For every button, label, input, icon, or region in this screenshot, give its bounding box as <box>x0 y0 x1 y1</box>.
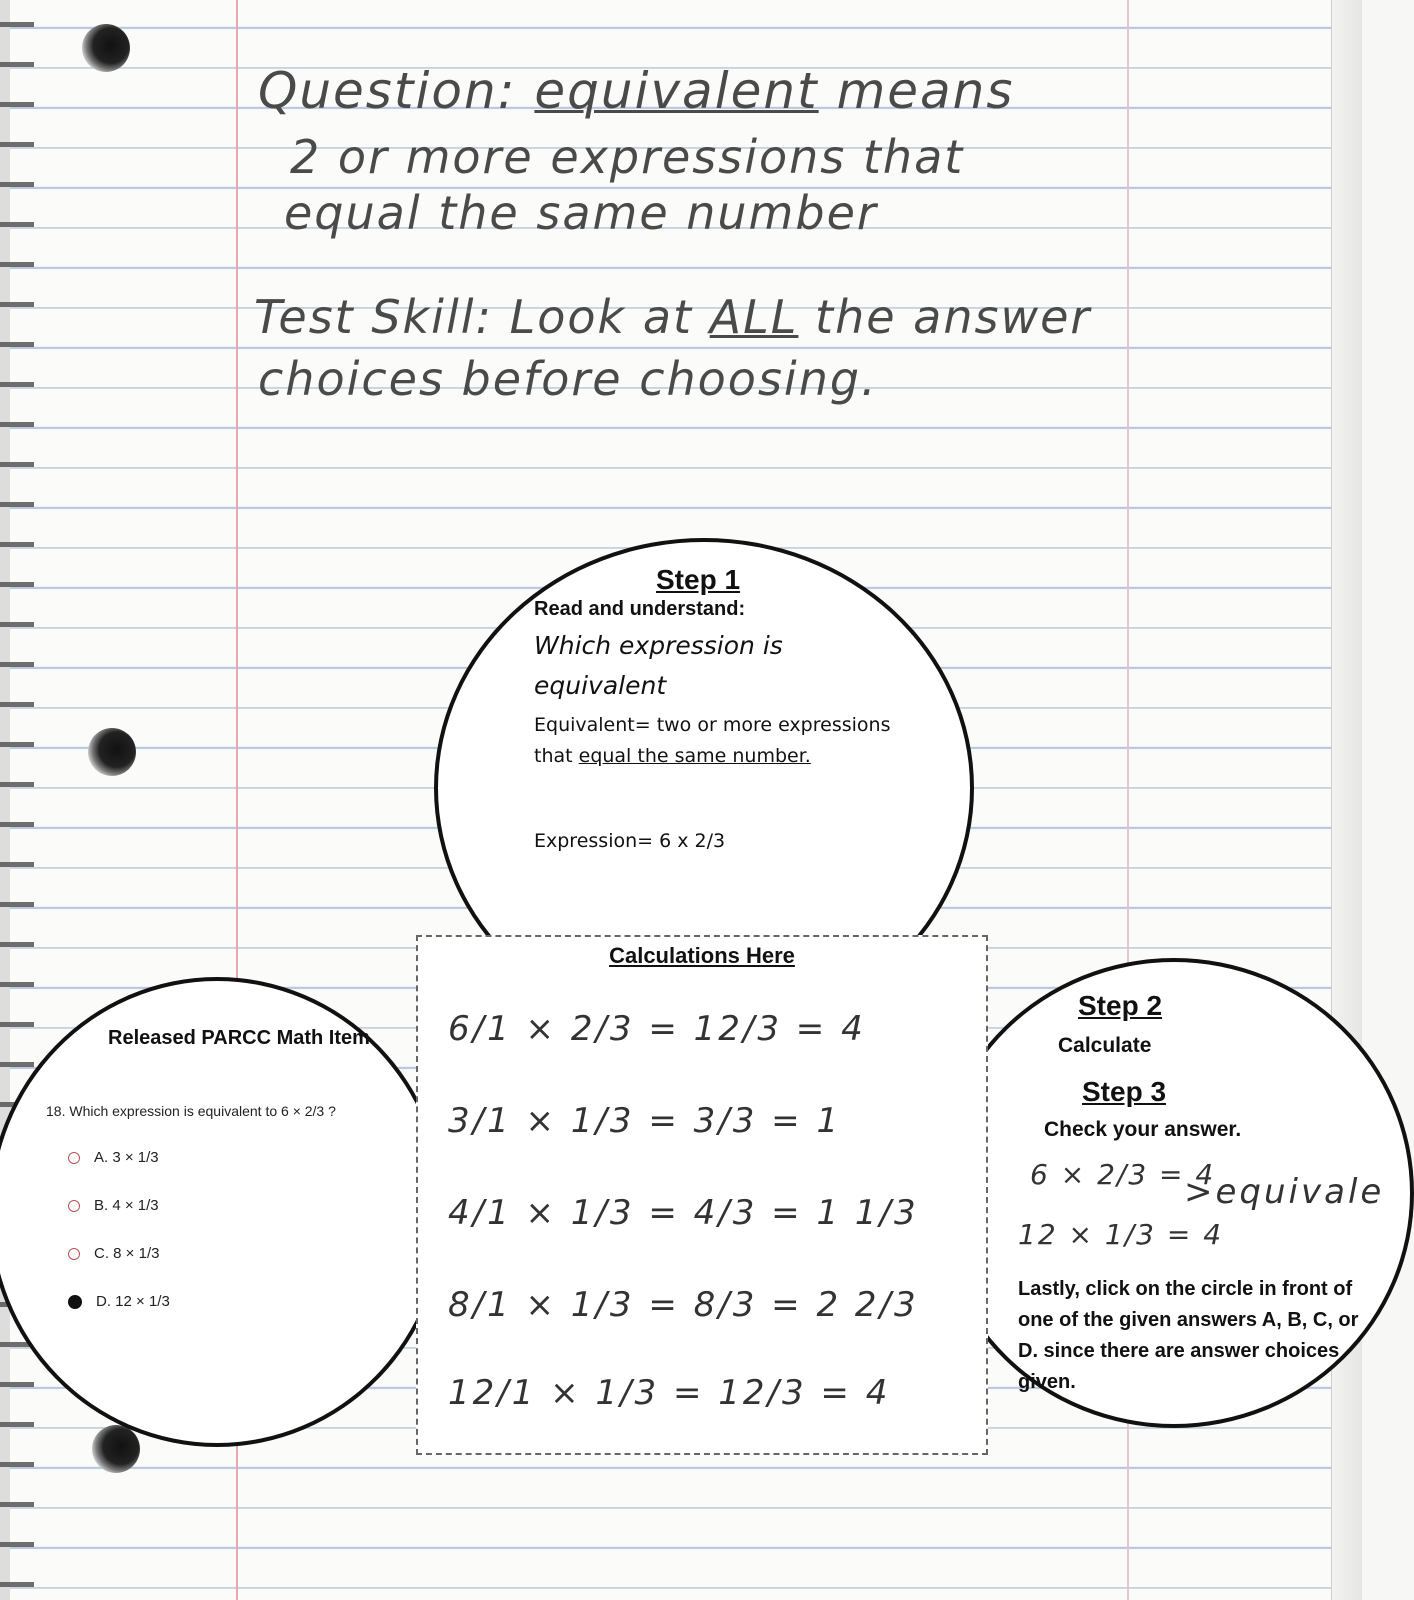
step1-expression: Expression= 6 x 2/3 <box>534 830 726 852</box>
step3-title: Step 3 <box>1082 1076 1167 1107</box>
radio-button-d-selected[interactable] <box>68 1295 82 1309</box>
step3-instruction: Lastly, click on the circle in front of one of the given answers A, B, C, or D. since there are answer choices given. <box>1018 1278 1359 1393</box>
calculations-box <box>416 935 988 1455</box>
parcc-title: Released PARCC Math Item <box>108 1027 370 1049</box>
radio-button-a[interactable] <box>68 1152 80 1164</box>
step3-subtitle: Check your answer. <box>1044 1118 1242 1141</box>
option-c[interactable] <box>68 1245 159 1262</box>
step3-hand-line1: 6 × 2/3 = 4 <box>1030 1158 1216 1191</box>
radio-button-c[interactable] <box>68 1248 80 1260</box>
spiral-binding <box>0 0 34 1600</box>
calc-line-5: 12/1 × 1/3 = 12/3 = 4 <box>448 1373 891 1413</box>
step3-hand-note: >equivale <box>1184 1172 1385 1212</box>
test-skill-end: the answer <box>815 290 1092 344</box>
definition-underlined: equal the same number. <box>578 745 811 767</box>
question-rest: means <box>836 62 1015 120</box>
step2-subtitle: Calculate <box>1058 1034 1152 1057</box>
option-b-label: B. 4 × 1/3 <box>94 1197 159 1214</box>
calc-line-3: 4/1 × 1/3 = 4/3 = 1 1/3 <box>448 1193 919 1233</box>
option-c-label: C. 8 × 1/3 <box>94 1245 160 1262</box>
option-a-label: A. 3 × 1/3 <box>94 1149 159 1166</box>
handwritten-test-skill-line2: choices before choosing. <box>258 352 878 406</box>
handwritten-test-skill-line1 <box>254 290 1091 344</box>
option-a[interactable] <box>68 1149 159 1166</box>
question-term: equivalent <box>534 62 819 120</box>
option-d-label: D. 12 × 1/3 <box>96 1293 170 1310</box>
calc-line-1: 6/1 × 2/3 = 12/3 = 4 <box>448 1009 866 1049</box>
handwritten-question-line1 <box>258 62 1014 120</box>
step2-3-circle <box>934 958 1414 1428</box>
parcc-question: 18. Which expression is equivalent to 6 × 2/3 ? <box>46 1103 336 1119</box>
option-d[interactable] <box>68 1293 170 1310</box>
punch-hole-top <box>82 24 130 72</box>
calc-line-4: 8/1 × 1/3 = 8/3 = 2 2/3 <box>448 1285 919 1325</box>
question-label: Question: <box>258 62 517 120</box>
step1-title: Step 1 <box>656 564 741 595</box>
punch-hole-bottom <box>92 1425 140 1473</box>
step1-definition <box>534 710 894 772</box>
parcc-item-circle <box>0 977 446 1447</box>
step2-title: Step 2 <box>1078 990 1163 1021</box>
radio-button-b[interactable] <box>68 1200 80 1212</box>
definition-text: Equivalent= two or more expressions that <box>534 714 891 767</box>
step1-question: Which expression is equivalent <box>534 631 783 700</box>
step1-subtitle: Read and understand: <box>534 598 746 620</box>
punch-hole-middle <box>88 728 136 776</box>
calculations-title: Calculations Here <box>609 943 795 968</box>
calc-line-2: 3/1 × 1/3 = 3/3 = 1 <box>448 1101 842 1141</box>
handwritten-question-line2: 2 or more expressions that <box>290 130 965 184</box>
test-skill-emphasis: ALL <box>709 290 799 344</box>
step3-hand-line2: 12 × 1/3 = 4 <box>1018 1218 1224 1251</box>
handwritten-question-line3: equal the same number <box>284 186 878 240</box>
option-b[interactable] <box>68 1197 159 1214</box>
test-skill-start: Test Skill: Look at <box>254 290 694 344</box>
